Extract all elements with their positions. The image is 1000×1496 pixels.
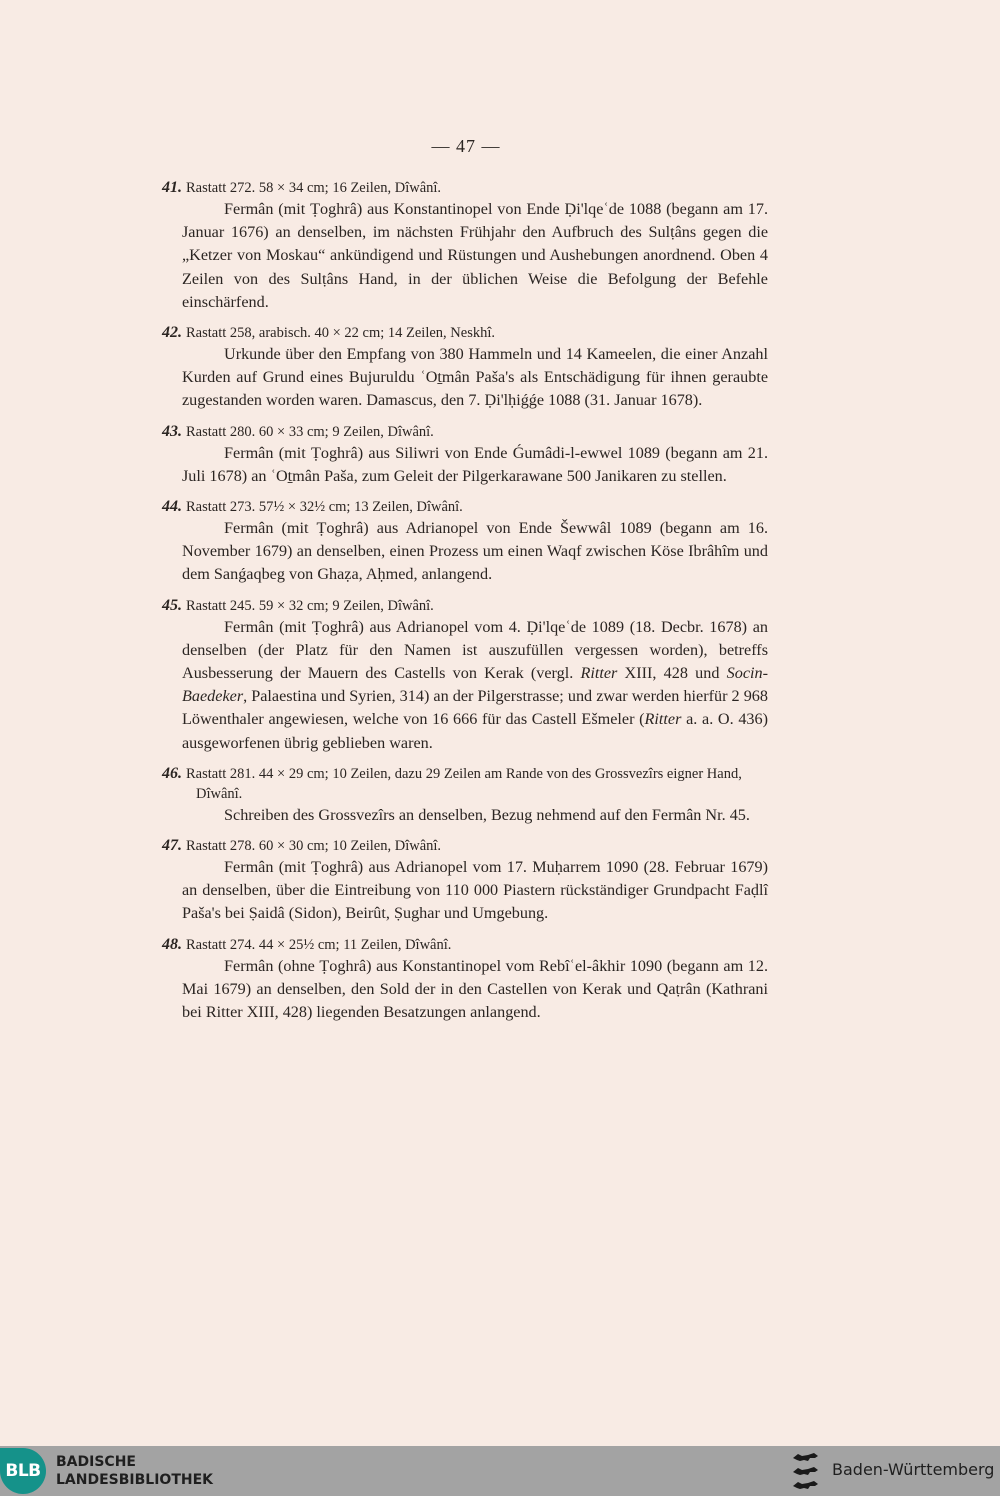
page-number: — 47 — xyxy=(431,136,501,156)
blb-wordmark[interactable] xyxy=(56,1453,213,1489)
blb-line-2: LANDESBIBLIOTHEK xyxy=(56,1472,214,1488)
entry-48 xyxy=(162,935,768,1025)
entry-number: 46. xyxy=(162,764,182,782)
entry-body: Fermân (mit Ṭoghrâ) aus Siliwri von Ende Ǵumâdi-l-ewwel 1089 (begann am 21. Juli 1678) an ʿOṯmân Paša, zum Geleit der Pilgerkarawane 500 Janikaren zu stellen. xyxy=(182,443,768,485)
body-text: XIII, 428 und xyxy=(617,664,727,683)
entry-body: Fermân (ohne Ṭoghrâ) aus Konstantinopel vom Rebîʿel-âkhir 1090 (begann am 12. Mai 1679) an denselben, den Sold der in den Castellen von Kerak und Qaṭrân (Kathrani bei Ritter XIII, 428) liegenden Besatzungen anlangend. xyxy=(182,956,768,1022)
entry-body xyxy=(182,616,768,755)
entry-header xyxy=(162,422,768,442)
entry-body: Schreiben des Grossvezîrs an denselben, Bezug nehmend auf den Fermân Nr. 45. xyxy=(224,805,750,824)
entry-47 xyxy=(162,836,768,926)
blb-logo-icon[interactable]: BLB xyxy=(0,1448,46,1494)
entry-header xyxy=(162,497,768,517)
citation-ritter: Ritter xyxy=(644,710,682,729)
entry-header xyxy=(162,764,768,804)
entry-number: 42. xyxy=(162,324,182,342)
body-text: , Palaestina und Syrien, 314) an der Pilgerstrasse; und zwar werden hierfür 2 968 Löwenthaler angewiesen, welche von 16 666 für das Castell Ešmeler ( xyxy=(182,687,768,729)
entry-44 xyxy=(162,497,768,587)
entry-number: 41. xyxy=(162,179,182,196)
body-text: a. a. O. 436) ausgeworfenen übrig geblieben waren. xyxy=(182,710,768,752)
entry-body: Urkunde über den Empfang von 380 Hammeln und 14 Kameelen, die einer Anzahl Kurden auf Grund eines Bujuruldu ʿOṯmân Paša's als Entschädigung für ihnen geraubte zugestanden worden waren. Damascus, den 7. Ḍi'lḥiǵǵe 1088 (31. Januar 1678). xyxy=(182,345,768,410)
entry-number: 45. xyxy=(162,596,182,614)
entry-number: 43. xyxy=(162,422,182,440)
entry-body: Fermân (mit Ṭoghrâ) aus Adrianopel von Ende Šewwâl 1089 (begann am 16. November 1679) an denselben, einen Prozess um einen Waqf zwischen Köse Ibrâhîm und dem Sanǵaqbeg von Ghaẓa, Aḥmed, anlangend. xyxy=(182,519,768,584)
entry-42 xyxy=(162,323,768,413)
catalog-entries xyxy=(162,178,768,1033)
baden-wuerttemberg-lions-icon xyxy=(790,1449,822,1493)
entry-41 xyxy=(162,178,768,314)
footer-bar xyxy=(0,1446,1000,1496)
entry-meta: Rastatt 273. 57½ × 32½ cm; 13 Zeilen, Dîwânî. xyxy=(186,499,463,516)
citation-socin-baedeker: Socin-Baedeker xyxy=(182,664,768,706)
entry-body: Fermân (mit Ṭoghrâ) aus Adrianopel vom 17. Muḥarrem 1090 (28. Februar 1679) an denselben, über die Eintreibung von 110 000 Piastern rückständiger Grundpacht Faḍlî Paša's bei Ṣaidâ (Sidon), Beirût, Ṣughar und Umgebung. xyxy=(182,858,768,923)
entry-meta: Rastatt 272. 58 × 34 cm; 16 Zeilen, Dîwânî. xyxy=(186,180,442,196)
entry-header xyxy=(162,323,768,343)
blb-line-1: BADISCHE xyxy=(56,1454,136,1470)
entry-meta: Rastatt 280. 60 × 33 cm; 9 Zeilen, Dîwânî. xyxy=(186,423,434,440)
entry-45 xyxy=(162,596,768,755)
citation-ritter: Ritter xyxy=(580,664,618,683)
body-text: Fermân (mit Ṭoghrâ) aus Adrianopel vom 4. Ḍi'lqeʿde 1089 (18. Decbr. 1678) an denselben (der Platz für den Namen ist auszufüllen vergessen worden), betreffs Ausbesserung der Mauern des Castells von Kerak (vergl. xyxy=(182,617,768,683)
entry-header xyxy=(162,178,768,198)
entry-meta: Rastatt 245. 59 × 32 cm; 9 Zeilen, Dîwânî. xyxy=(186,597,434,614)
entry-46 xyxy=(162,764,768,827)
entry-number: 44. xyxy=(162,498,182,516)
entry-43 xyxy=(162,422,768,488)
entry-number: 47. xyxy=(162,837,182,855)
entry-meta: Rastatt 281. 44 × 29 cm; 10 Zeilen, dazu 29 Zeilen am Rande von des Grossvezîrs eigner Hand, Dîwânî. xyxy=(186,765,742,802)
entry-header xyxy=(162,836,768,856)
entry-header xyxy=(162,935,768,955)
entry-meta: Rastatt 278. 60 × 30 cm; 10 Zeilen, Dîwânî. xyxy=(186,838,442,855)
entry-meta: Rastatt 258, arabisch. 40 × 22 cm; 14 Zeilen, Neskhî. xyxy=(186,325,495,342)
entry-number: 48. xyxy=(162,935,182,953)
entry-header xyxy=(162,596,768,616)
entry-meta: Rastatt 274. 44 × 25½ cm; 11 Zeilen, Dîwânî. xyxy=(186,936,452,953)
baden-wuerttemberg-wordmark[interactable]: Baden-Württemberg xyxy=(832,1460,995,1479)
entry-body: Fermân (mit Ṭoghrâ) aus Konstantinopel von Ende Ḍi'lqeʿde 1088 (begann am 17. Januar 1676) an denselben, im nächsten Frühjahr den Aufbruch des Sulṭâns gegen die „Ketzer von Moskau“ ankündigend und Rüstungen und Aushebungen anordnend. Oben 4 Zeilen von des Sulṭâns Hand, in der üblichen Weise die Befolgung der Befehle einschärfend. xyxy=(182,200,768,311)
